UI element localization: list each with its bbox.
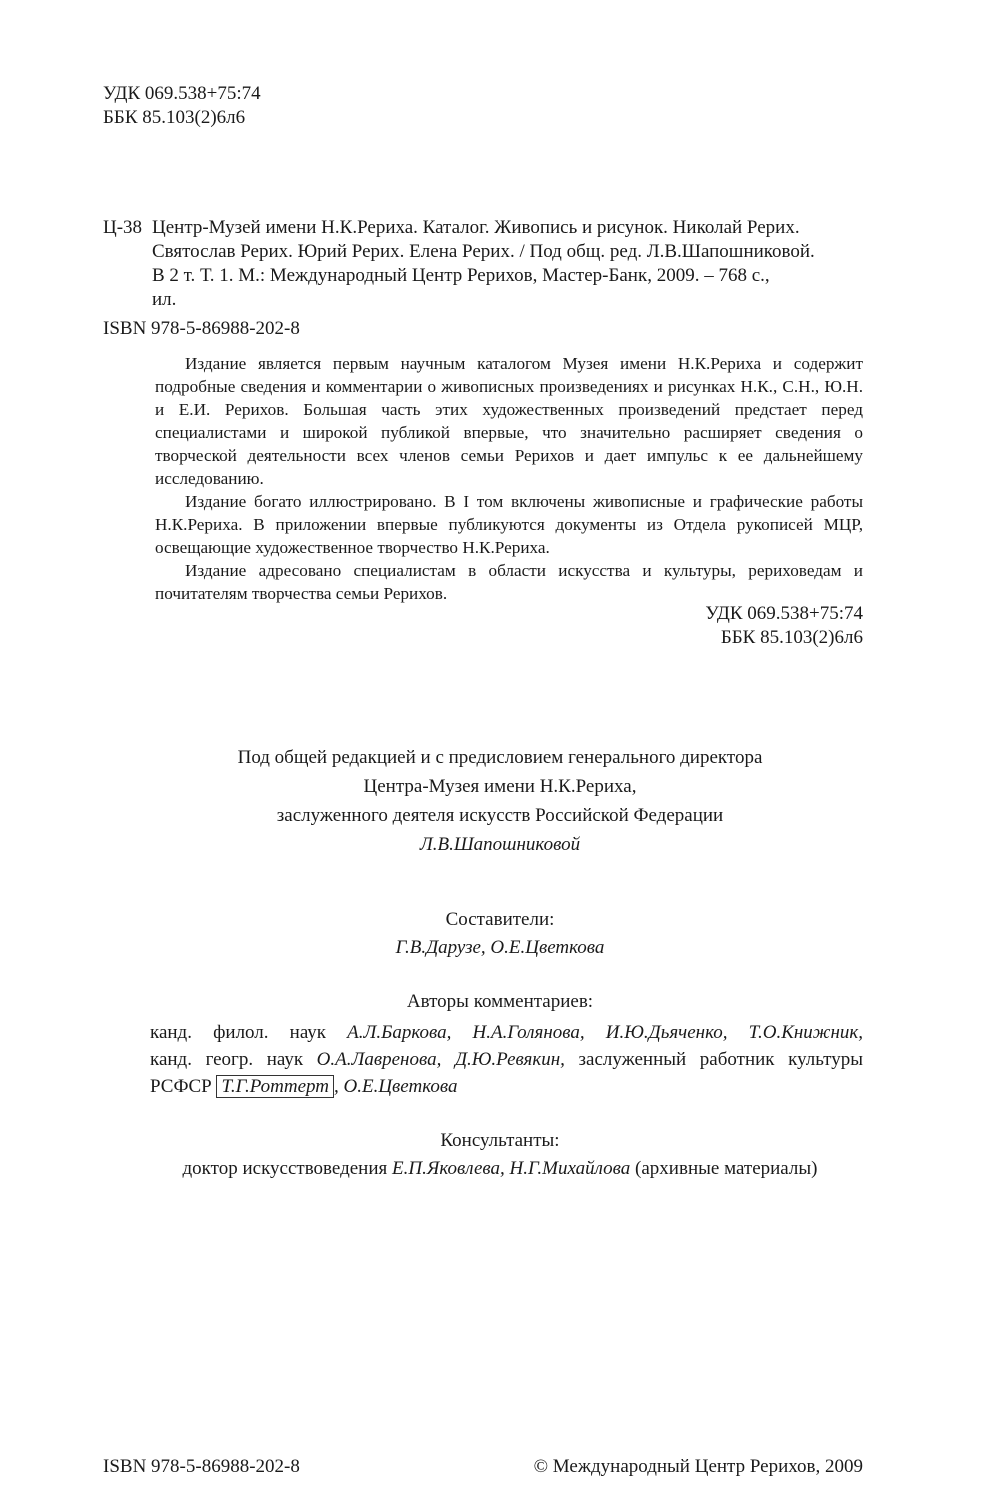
isbn-record: ISBN 978-5-86988-202-8 [103,318,300,339]
compilers [0,906,1000,962]
author-name: Т.О.Книжник, [748,1022,864,1043]
memorial-boxed-name: Т.Г.Роттерт [216,1075,334,1098]
consultants [0,1127,1000,1183]
degree-prefix: канд. филол. наук [150,1022,327,1043]
consultants-label: Консультанты: [440,1130,560,1151]
commentary-authors [150,1019,863,1100]
consultant-note: (архивные материалы) [635,1158,818,1179]
author-name: , О.Е.Цветкова [334,1076,458,1097]
editorship [0,744,1000,859]
bibliographic-record [103,216,863,312]
consultant-names: Е.П.Яковлева, Н.Г.Михайлова [392,1158,631,1179]
abstract-paragraph: Издание является первым научным каталогом Музея имени Н.К.Рериха и содержит подробные сведения и комментарии о живописных произведениях и рисунках Н.К., С.Н., Ю.Н. и Е.И. Рерихов. Большая часть этих художественных произведений предстает перед специалистами и широкой публикой впервые, что значительно расширяет сведения о творческой деятельности всех членов семьи Рерихов и дает импульс к ее дальнейшему исследованию. [155,354,863,488]
editorship-line: заслуженного деятеля искусств Российской Федерации [276,805,724,826]
udk-code: УДК 069.538+75:74 [103,83,261,104]
consultant-degree: доктор искусствоведения [182,1158,388,1179]
footer-copyright: © Международный Центр Рерихов, 2009 [533,1456,863,1477]
author-names: О.А.Лавренова, Д.Ю.Ревякин, [316,1049,565,1070]
biblio-line: Центр-Музей имени Н.К.Рериха. Каталог. Живопись и рисунок. Николай Рерих. [152,217,800,238]
biblio-line: Святослав Рерих. Юрий Рерих. Елена Рерих. / Под общ. ред. Л.В.Шапошниковой. [152,241,815,262]
classification-codes [103,82,261,130]
footer-isbn: ISBN 978-5-86988-202-8 [103,1456,300,1477]
bbk-code: ББК 85.103(2)6л6 [720,627,863,648]
biblio-line: ил. [152,289,177,310]
catalog-code: Ц-38 [103,217,143,238]
authors-label: Авторы комментариев: [406,991,594,1012]
editorship-line: Центра-Музея имени Н.К.Рериха, [363,776,637,797]
abstract-paragraph: Издание богато иллюстрировано. В I том включены живописные и графические работы Н.К.Рериха. В приложении впервые публикуются документы из Отдела рукописей МЦР, освещающие художественное творчество Н.К.Рериха. [155,492,863,557]
compilers-names: Г.В.Дарузе, О.Е.Цветкова [395,937,605,958]
author-name: А.Л.Баркова, [347,1022,452,1043]
author-name: Н.А.Голянова, [472,1022,585,1043]
classification-codes-right [705,602,863,650]
editorship-line: Под общей редакцией и с предисловием генерального директора [237,747,763,768]
title-suffix: РСФСР [150,1076,212,1097]
abstract-paragraph: Издание адресовано специалистам в области искусства и культуры, рериховедам и почитателям творчества семьи Рерихов. [155,561,863,603]
author-name: И.Ю.Дьяченко, [605,1022,728,1043]
editor-name: Л.В.Шапошниковой [419,834,581,855]
author-title: заслуженный работник культуры [578,1049,863,1070]
bbk-code: ББК 85.103(2)6л6 [103,107,246,128]
degree-prefix: канд. геогр. наук [150,1049,304,1070]
biblio-line: В 2 т. Т. 1. М.: Международный Центр Рерихов, Мастер-Банк, 2009. – 768 с., [152,265,770,286]
abstract [155,352,863,605]
udk-code: УДК 069.538+75:74 [705,603,863,624]
compilers-label: Составители: [445,909,555,930]
